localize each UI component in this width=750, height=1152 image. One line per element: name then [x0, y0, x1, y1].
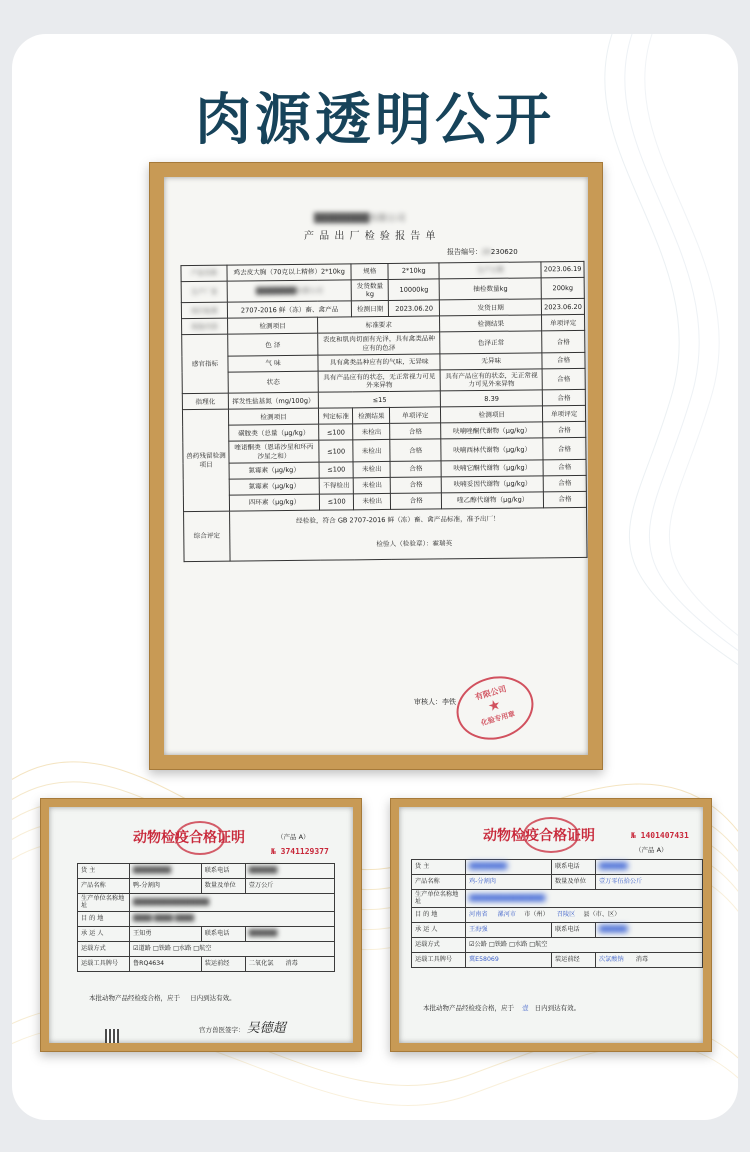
- spec-value: 2*10kg: [388, 263, 439, 280]
- stamp-text: 有限公司: [474, 684, 508, 702]
- right-cert-title: 动物检疫合格证明: [483, 828, 595, 844]
- product-label: 产品名称: [78, 879, 130, 894]
- transport-label: 运载方式: [412, 937, 466, 952]
- dest-value: ████ ████ ████: [130, 911, 335, 926]
- header-verdict: 单项评定: [542, 315, 585, 331]
- vet-head-verdict-2: 单项评定: [543, 406, 586, 422]
- vet-head-item: 检测项目: [228, 409, 318, 426]
- sample-qty-value: 200kg: [541, 277, 584, 299]
- right-footer-text: 本批动物产品经检疫合格，应于: [423, 1004, 514, 1012]
- report-number-prefix: 20: [482, 248, 491, 256]
- inspection-report-table: [180, 261, 587, 562]
- carrier-contact-label: 联系电话: [201, 926, 245, 941]
- smell-item: 气 味: [228, 355, 318, 372]
- state-result: 具有产品应有的状态，无正常视力可见外来异物: [440, 369, 542, 392]
- table-row: [78, 926, 335, 941]
- disinfect-suffix: 消毒: [285, 960, 298, 968]
- left-cert-table: [77, 863, 335, 972]
- disinfect-cell: [595, 952, 702, 967]
- dest-county: 召陵区: [556, 911, 576, 919]
- ship-qty-value: 10000kg: [388, 279, 439, 301]
- sensory-group: 感官指标: [182, 335, 229, 394]
- left-cert-title: 动物检疫合格证明: [133, 830, 245, 846]
- table-row: [412, 907, 703, 922]
- owner-value: ████████: [130, 864, 202, 879]
- vet-r2-std: ≤100: [319, 440, 354, 462]
- vet-r1-std: ≤100: [319, 424, 353, 440]
- left-cert-footer: [89, 993, 236, 1002]
- left-cert-type: （产品 A）: [277, 833, 310, 841]
- transport-label: 运载方式: [78, 941, 130, 956]
- right-cert-stamp: [523, 817, 579, 853]
- dest-label: 目 的 地: [78, 911, 130, 926]
- report-company-header: ████████有限公司: [314, 214, 406, 224]
- vet-r4-std: 不得检出: [319, 478, 353, 494]
- report-title: 产 品 出 厂 检 验 报 告 单: [304, 231, 437, 242]
- transport-value: ☑道路 □铁路 □水路 □航空: [130, 941, 335, 956]
- qty-label: 数量及单位: [201, 879, 245, 894]
- stamp-star-icon: ★: [486, 696, 503, 716]
- vet-m5-verdict: 合格: [544, 491, 587, 507]
- vet-group: 兽药残留检测项目: [182, 410, 229, 512]
- table-row: [78, 894, 335, 912]
- vet-m4-item: 呋喃妥因代谢物（μg/kg）: [442, 476, 544, 493]
- transport-value: ☑公路 □铁路 □水路 □航空: [466, 937, 703, 952]
- table-row: [78, 864, 335, 879]
- spec-label: 规格: [351, 263, 388, 279]
- vet-r4-verdict: 合格: [390, 477, 441, 494]
- dest-county-label: 县（市、区）: [583, 911, 621, 919]
- standard-label: 执行标准: [181, 303, 227, 319]
- left-certificate-document: [49, 807, 353, 1043]
- owner-label: 货 主: [412, 860, 466, 875]
- vet-m3-item: 呋喃它酮代谢物（μg/kg）: [441, 460, 543, 477]
- content-label: 检验内容: [182, 319, 228, 335]
- report-number-value: 230620: [490, 248, 518, 256]
- producer-value: ████████████████: [130, 894, 335, 912]
- vet-r3-res: 未检出: [353, 461, 390, 477]
- conclusion-cell: [230, 507, 588, 561]
- vet-m1-item: 呋喃唑酮代谢物（μg/kg）: [441, 422, 543, 439]
- conclusion-label: 综合评定: [184, 511, 231, 561]
- manufacturer-value: ████████有限公司: [227, 280, 352, 303]
- production-date-label: 生产日期: [439, 262, 541, 279]
- vet-sign-label: 官方兽医签字：: [199, 1026, 245, 1034]
- dest-label: 目 的 地: [412, 907, 466, 922]
- product-value: 鸭-分割肉: [130, 879, 202, 894]
- manufacturer-label: 生产厂家: [181, 281, 227, 303]
- disinfect-suffix: 消毒: [635, 956, 649, 964]
- vet-r2-verdict: 合格: [390, 439, 441, 461]
- color-result: 色泽正常: [440, 331, 542, 354]
- left-vet-sign: [199, 1017, 286, 1036]
- company-stamp: [449, 667, 541, 748]
- color-requirement: 表皮和肌肉切面有光泽，具有禽类品种应有的色泽: [318, 332, 440, 355]
- vet-r1-verdict: 合格: [390, 423, 441, 440]
- producer-label: 生产单位名称地址: [412, 890, 466, 908]
- vet-m2-item: 呋喃西林代谢物（μg/kg）: [441, 438, 543, 461]
- physchem-group: 指理化: [182, 394, 228, 410]
- smell-verdict: 合格: [542, 352, 585, 368]
- contact-label: 联系电话: [551, 860, 595, 875]
- carrier-contact-value: ██████: [245, 926, 334, 941]
- right-footer-text-2: 日内到达有效。: [534, 1004, 581, 1012]
- vet-r2-res: 未检出: [353, 440, 390, 462]
- header-item: 检测项目: [228, 318, 318, 335]
- qty-value: 壹万零伍拾公斤: [595, 875, 702, 890]
- product-name-value: 鸡去皮大胸（70克以上精修）2*10kg: [227, 264, 352, 281]
- standard-value: 2707-2016 鲜（冻）畜、禽产品: [227, 301, 352, 318]
- state-verdict: 合格: [542, 368, 585, 390]
- owner-value: ████████: [466, 860, 552, 875]
- product-value: 鸡-分割肉: [466, 875, 552, 890]
- carrier-contact-label: 联系电话: [551, 922, 595, 937]
- carrier-contact-value: ██████: [595, 922, 702, 937]
- inspection-report-frame: [149, 162, 603, 770]
- vet-r5-verdict: 合格: [391, 493, 442, 510]
- state-requirement: 具有产品应有的状态，无正常视力可见外来异物: [318, 370, 440, 393]
- table-row: [412, 875, 703, 890]
- disinfect-label: 装运前经: [201, 956, 245, 971]
- table-row: [78, 956, 335, 971]
- ship-qty-label: 发货数量kg: [351, 279, 388, 301]
- conclusion-text: 经检验，符合 GB 2707-2016 鲜（冻）畜、禽产品标准，准予出厂！: [296, 514, 500, 525]
- production-date-value: 2023.06.19: [541, 261, 584, 277]
- disinfect-value: 二氧化氯: [248, 960, 274, 968]
- smell-requirement: 具有禽类品种应有的气味，无异味: [318, 354, 440, 371]
- vet-r2-item: 喹诺酮类（恩诺沙星和环丙沙星之和）: [229, 441, 319, 463]
- qty-value: 壹万公斤: [245, 879, 334, 894]
- vet-m3-verdict: 合格: [543, 459, 586, 475]
- right-cert-type: （产品 A）: [635, 846, 668, 854]
- reviewer-text: 审核人：李铁: [414, 698, 456, 706]
- ship-date-label: 发货日期: [440, 299, 542, 316]
- left-cert-number: № 3741129377: [271, 847, 329, 856]
- sample-qty-label: 抽检数量kg: [439, 278, 541, 301]
- vet-head-std: 判定标准: [319, 408, 353, 424]
- left-footer-text: 本批动物产品经检疫合格，应于: [89, 994, 180, 1002]
- right-certificate-document: [399, 807, 703, 1043]
- table-row: [412, 890, 703, 908]
- state-item: 状态: [228, 371, 318, 393]
- right-footer-days: 壹: [522, 1004, 529, 1012]
- table-row: [412, 937, 703, 952]
- test-date-value: 2023.06.20: [389, 300, 440, 317]
- dest-province: 河南省: [469, 911, 488, 919]
- left-footer-text-2: 日内到达有效。: [190, 994, 236, 1002]
- inspector-text: 检验人（检验章）：霍瑞英: [376, 539, 453, 549]
- contact-value: ██████: [245, 864, 334, 879]
- page-headline: 肉源透明公开: [195, 88, 555, 153]
- vet-r3-verdict: 合格: [390, 461, 441, 478]
- vet-m1-verdict: 合格: [543, 422, 586, 438]
- vet-r3-item: 氯霉素（μg/kg）: [229, 462, 319, 479]
- qr-code-icon: [105, 1029, 119, 1043]
- plate-value: 鲁RQ4634: [130, 956, 202, 971]
- stamp-subtext: 化验专用章: [480, 709, 516, 728]
- disinfect-value: 次氯酸钠: [598, 956, 624, 964]
- table-row: [78, 941, 335, 956]
- table-row: [78, 879, 335, 894]
- carrier-label: 承 运 人: [78, 926, 130, 941]
- vet-r1-res: 未检出: [353, 424, 390, 440]
- vet-head-item-2: 检测项目: [441, 406, 543, 423]
- vet-r1-item: 磺胺类（总量（μg/kg）: [229, 425, 319, 442]
- vet-r5-res: 未检出: [354, 493, 391, 509]
- vet-m2-verdict: 合格: [543, 438, 586, 460]
- report-number-label: 报告编号：: [447, 248, 482, 256]
- color-item: 色 泽: [228, 334, 318, 356]
- left-cert-stamp: [175, 821, 225, 855]
- right-cert-table: [411, 859, 703, 968]
- dest-city-label: 市（州）: [524, 911, 549, 919]
- disinfect-label: 装运前经: [551, 952, 595, 967]
- product-name-label: 产品名称: [181, 265, 227, 281]
- carrier-label: 承 运 人: [412, 922, 466, 937]
- header-requirement: 标准要求: [318, 316, 440, 333]
- product-label: 产品名称: [412, 875, 466, 890]
- right-certificate-frame: [390, 798, 712, 1052]
- right-cert-number: № 1401407431: [631, 831, 689, 840]
- dest-value: [466, 907, 703, 922]
- vet-m5-item: 喹乙醇代谢物（μg/kg）: [442, 492, 544, 509]
- producer-value: ████████████████: [466, 890, 703, 908]
- test-date-label: 检测日期: [352, 301, 389, 317]
- plate-value: 冀E58069: [466, 952, 552, 967]
- vet-r5-std: ≤100: [319, 494, 353, 510]
- plate-label: 运载工具牌号: [412, 952, 466, 967]
- table-row: [412, 922, 703, 937]
- content-card: [12, 34, 738, 1120]
- vet-head-res: 检测结果: [353, 408, 390, 424]
- disinfect-cell: [245, 956, 334, 971]
- physchem-item: 挥发性盐基氮（mg/100g）: [228, 393, 318, 410]
- report-number: [447, 247, 518, 257]
- physchem-result: 8.39: [441, 390, 543, 407]
- left-certificate-frame: [40, 798, 362, 1052]
- vet-r5-item: 四环素（μg/kg）: [229, 494, 319, 511]
- table-row: [78, 911, 335, 926]
- dest-city: 漯河市: [497, 911, 517, 919]
- contact-label: 联系电话: [201, 864, 245, 879]
- smell-result: 无异味: [440, 353, 542, 370]
- physchem-requirement: ≤15: [318, 391, 440, 408]
- carrier-value: 王海强: [466, 922, 552, 937]
- vet-r4-res: 未检出: [354, 477, 391, 493]
- table-row: [412, 860, 703, 875]
- owner-label: 货 主: [78, 864, 130, 879]
- vet-r4-item: 氯霉素（μg/kg）: [229, 478, 319, 495]
- inspection-report-document: [164, 177, 588, 755]
- plate-label: 运载工具牌号: [78, 956, 130, 971]
- header-result: 检测结果: [440, 315, 542, 332]
- physchem-verdict: 合格: [542, 390, 585, 406]
- ship-date-value: 2023.06.20: [542, 299, 585, 315]
- vet-head-verdict: 单项评定: [390, 407, 441, 424]
- table-row: [412, 952, 703, 967]
- carrier-value: 王知勇: [130, 926, 202, 941]
- right-cert-footer: [423, 1003, 580, 1012]
- table-row: [184, 507, 588, 561]
- contact-value: ██████: [595, 860, 702, 875]
- qty-label: 数量及单位: [551, 875, 595, 890]
- color-verdict: 合格: [542, 331, 585, 353]
- vet-r3-std: ≤100: [319, 462, 353, 478]
- vet-signature: 吴德超: [246, 1021, 286, 1036]
- vet-m4-verdict: 合格: [543, 475, 586, 491]
- producer-label: 生产单位名称地址: [78, 894, 130, 912]
